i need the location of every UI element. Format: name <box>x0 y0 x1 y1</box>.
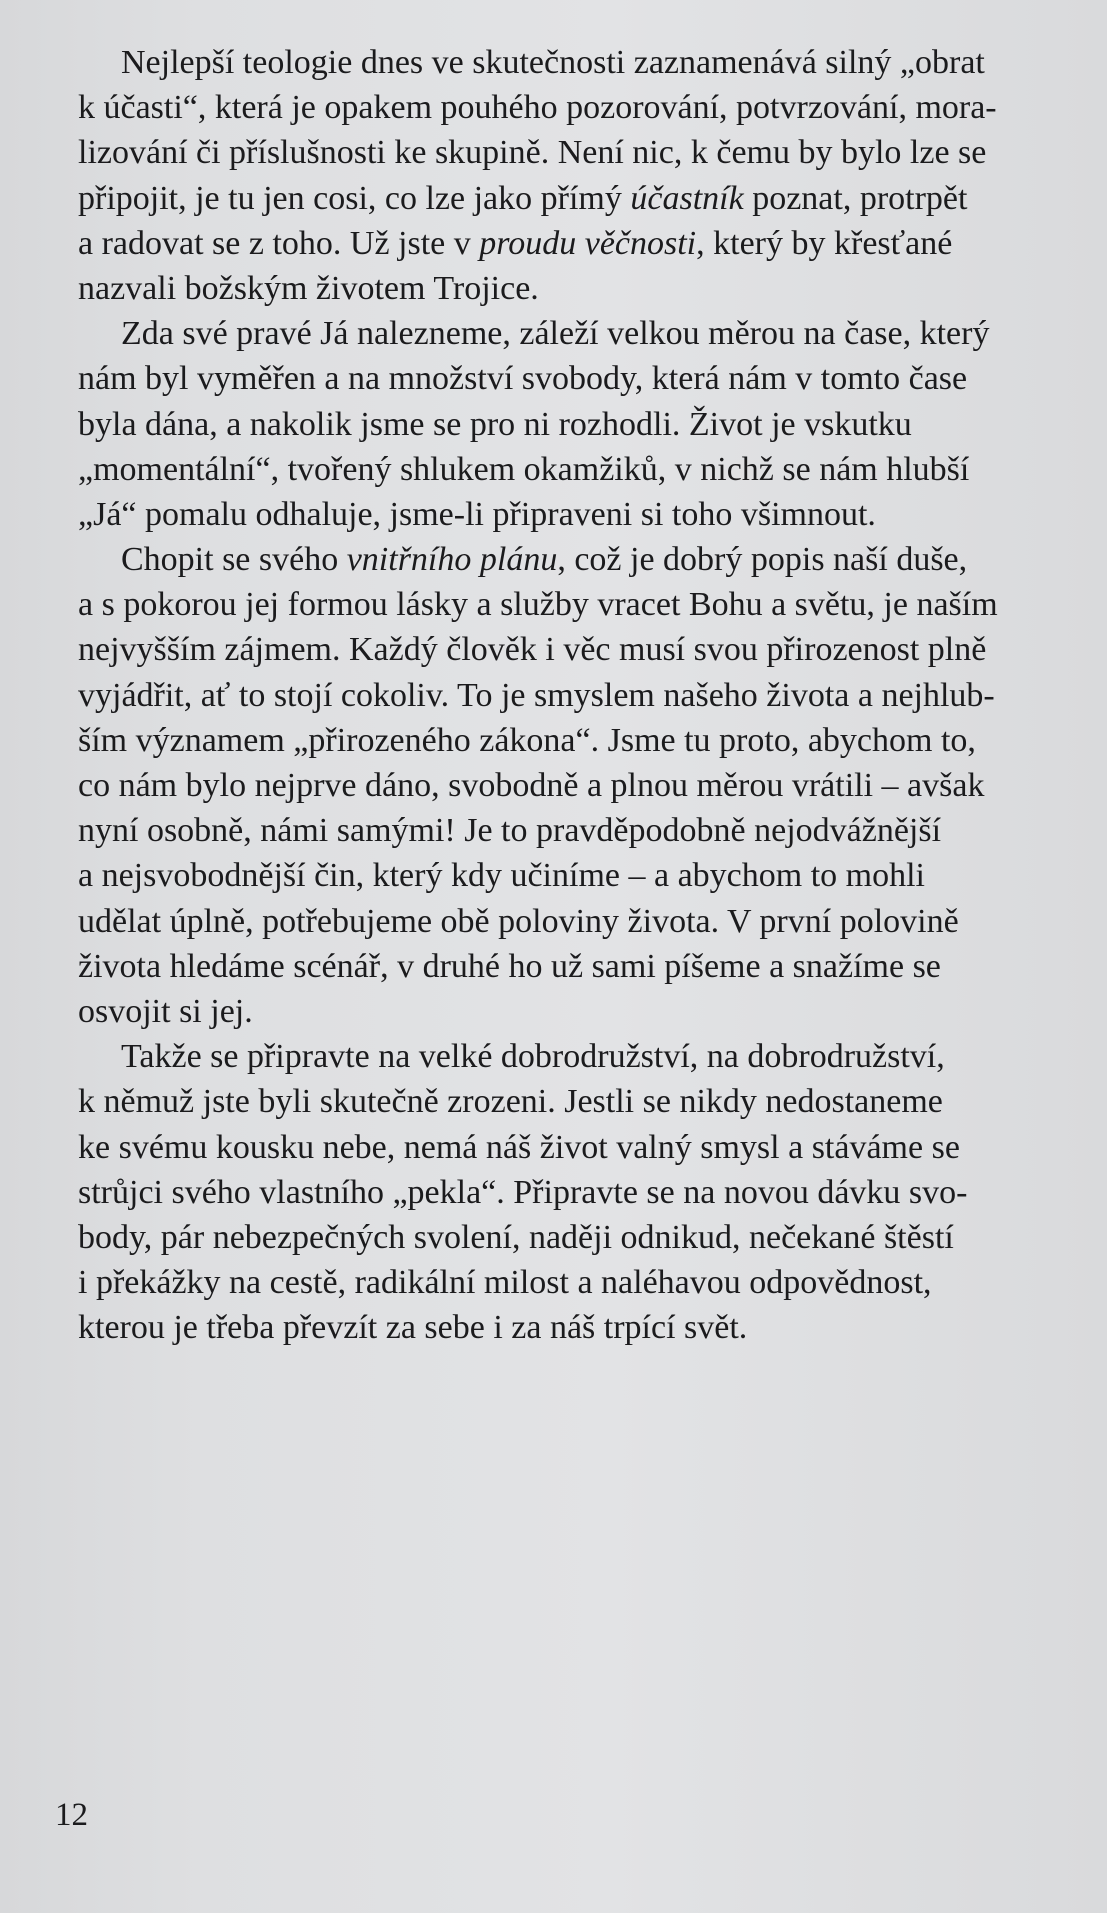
text-run: a s pokorou jej formou lásky a služby vracet Bohu a světu, je naším <box>78 586 998 624</box>
text-run: body, pár nebezpečných svolení, naději odnikud, nečekané štěstí <box>78 1218 954 1256</box>
text-run: poznat, protrpět <box>743 179 968 217</box>
text-line <box>78 311 1068 356</box>
text-run: byla dána, a nakolik jsme se pro ni rozhodli. Život je vskutku <box>78 405 912 443</box>
text-line <box>78 944 1068 989</box>
text-run: udělat úplně, potřebujeme obě poloviny života. V první polovině <box>78 902 959 940</box>
text-run: Nejlepší teologie dnes ve skutečnosti zaznamenává silný „obrat <box>121 44 985 81</box>
paragraph <box>78 40 1068 311</box>
text-run: připojit, je tu jen cosi, co lze jako přímý <box>78 179 631 217</box>
text-line <box>78 40 1068 85</box>
text-line <box>78 1305 1068 1350</box>
paragraph <box>78 311 1068 537</box>
text-line <box>78 537 1068 582</box>
text-run: ke svému kousku nebe, nemá náš život valný smysl a stáváme se <box>78 1128 960 1166</box>
text-line <box>78 1034 1068 1079</box>
text-run: nejvyšším zájmem. Každý člověk i věc musí svou přirozenost plně <box>78 631 987 669</box>
body-text <box>78 40 1068 1350</box>
text-run: „momentální“, tvořený shlukem okamžiků, v nichž se nám hlubší <box>78 450 970 488</box>
text-line <box>78 808 1068 853</box>
text-line <box>78 627 1068 672</box>
text-line <box>78 582 1068 627</box>
text-run: ším významem „přirozeného zákona“. Jsme tu proto, abychom to, <box>78 721 976 759</box>
text-line <box>78 1170 1068 1215</box>
text-line <box>78 718 1068 763</box>
text-run: a nejsvobodnější čin, který kdy učiníme – a abychom to mohli <box>78 857 925 895</box>
text-line <box>78 1215 1068 1260</box>
text-run: k účasti“, která je opakem pouhého pozorování, potvrzování, mora- <box>78 89 997 127</box>
text-run: , což je dobrý popis naší duše, <box>557 541 968 579</box>
text-run: nazvali božským životem Trojice. <box>78 269 539 307</box>
text-line <box>78 989 1068 1034</box>
text-line <box>78 356 1068 401</box>
text-run: nyní osobně, námi samými! Je to pravděpodobně nejodvážnější <box>78 812 942 850</box>
italic-text-run: proudu věčnosti <box>479 224 697 262</box>
text-line <box>78 492 1068 537</box>
text-run: strůjci svého vlastního „pekla“. Připravte se na novou dávku svo- <box>78 1173 968 1211</box>
italic-text-run: účastník <box>630 179 744 217</box>
text-run: i překážky na cestě, radikální milost a naléhavou odpovědnost, <box>78 1264 932 1302</box>
text-run: nám byl vyměřen a na množství svobody, která nám v tomto čase <box>78 360 968 398</box>
text-line <box>78 402 1068 447</box>
text-line <box>78 221 1068 266</box>
text-run: Takže se připravte na velké dobrodružství, na dobrodružství, <box>121 1038 945 1076</box>
text-line <box>78 899 1068 944</box>
text-line <box>78 447 1068 492</box>
text-line <box>78 176 1068 221</box>
text-line <box>78 673 1068 718</box>
text-run: života hledáme scénář, v druhé ho už sami píšeme a snažíme se <box>78 947 941 985</box>
text-line <box>78 85 1068 130</box>
paragraph <box>78 1034 1068 1350</box>
text-line <box>78 763 1068 808</box>
text-run: , který by křesťané <box>696 224 953 262</box>
text-run: vyjádřit, ať to stojí cokoliv. To je smyslem našeho života a nejhlub- <box>78 676 995 714</box>
text-run: kterou je třeba převzít za sebe i za náš trpící svět. <box>78 1309 748 1347</box>
text-run: osvojit si jej. <box>78 992 253 1030</box>
italic-text-run: vnitřního plánu <box>346 541 558 579</box>
page-number: 12 <box>55 1797 88 1833</box>
text-run: „Já“ pomalu odhaluje, jsme-li připraveni si toho všimnout. <box>78 495 876 533</box>
text-line <box>78 1125 1068 1170</box>
text-line <box>78 266 1068 311</box>
text-run: lizování či příslušnosti ke skupině. Není nic, k čemu by bylo lze se <box>78 134 987 172</box>
text-line <box>78 130 1068 175</box>
paragraph <box>78 537 1068 1034</box>
text-run: k němuž jste byli skutečně zrozeni. Jestli se nikdy nedostaneme <box>78 1083 943 1121</box>
text-line <box>78 1079 1068 1124</box>
text-run: co nám bylo nejprve dáno, svobodně a plnou měrou vrátili – avšak <box>78 767 985 804</box>
text-line <box>78 853 1068 898</box>
text-run: a radovat se z toho. Už jste v <box>78 224 480 262</box>
text-run: Chopit se svého <box>121 541 347 579</box>
text-run: Zda své pravé Já nalezneme, záleží velkou měrou na čase, který <box>121 315 990 353</box>
text-line <box>78 1260 1068 1305</box>
